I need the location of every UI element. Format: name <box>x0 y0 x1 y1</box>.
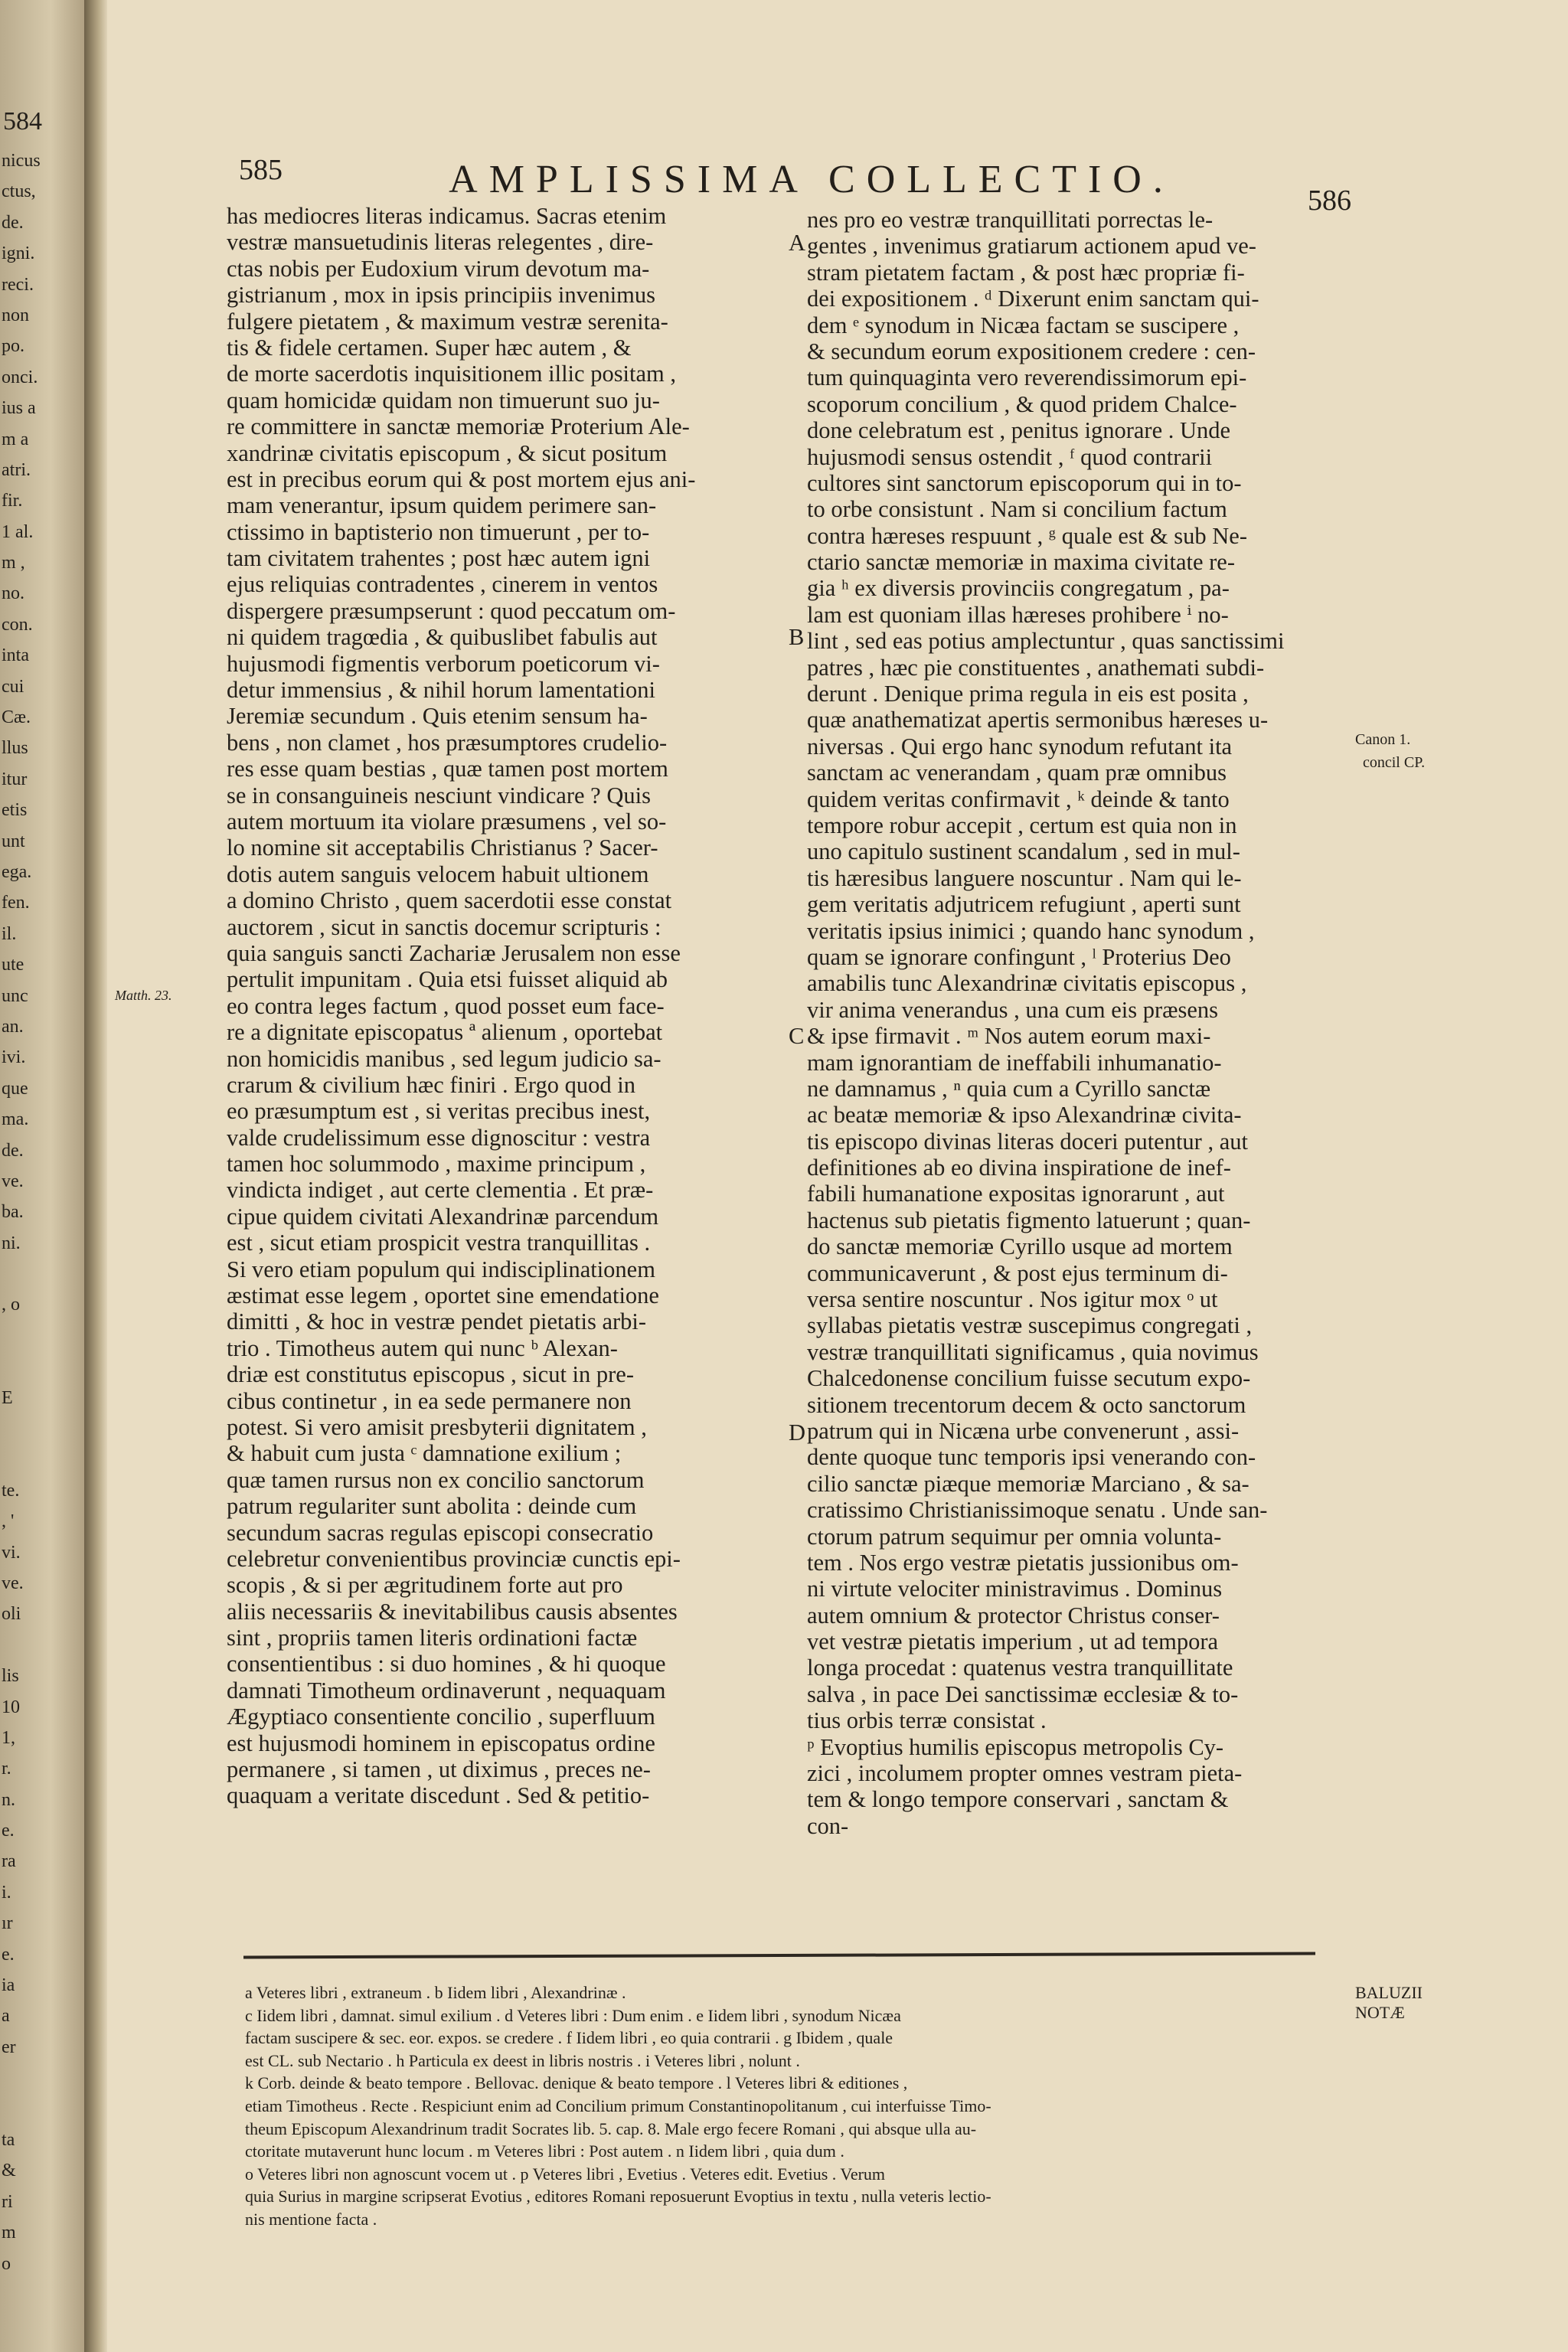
previous-page-fragment-line: no. <box>2 583 24 604</box>
previous-page-fragment-line: ve. <box>2 1171 24 1191</box>
text-line: re committere in sanctæ memoriæ Proterium Ale- <box>227 413 690 440</box>
margin-note-council: concil CP. <box>1363 754 1426 771</box>
text-line: tamen hoc solummodo , maxime principum , <box>227 1151 646 1178</box>
text-line: veritatis ipsius inimici ; quando hanc synodum , <box>807 917 1255 944</box>
previous-page-fragment-line: nicus <box>2 151 41 171</box>
notes-heading-line-1: BALUZII <box>1355 1983 1423 2002</box>
previous-page-fragment-line: vi. <box>2 1542 21 1563</box>
column-letter-c: C <box>789 1023 805 1049</box>
column-number-right: 586 <box>1308 185 1351 217</box>
text-line: do sanctæ memoriæ Cyrillo usque ad mortem <box>807 1233 1233 1260</box>
text-line: tius orbis terræ consistat . <box>807 1707 1047 1734</box>
previous-page-fragment-line: ius a <box>2 398 36 419</box>
footnote-line: c Iidem libri , damnat. simul exilium . d Veteres libri : Dum enim . e Iidem libri , synodum Nicæa <box>245 2005 901 2025</box>
text-line: scoporum concilium , & quod pridem Chalce- <box>807 390 1237 417</box>
column-letter-d: D <box>789 1419 806 1446</box>
text-line: dotis autem sanguis velocem habuit ultionem <box>227 861 649 887</box>
text-line: autem mortuum ita violare præsumens , vel so- <box>227 808 667 835</box>
footnote-divider <box>243 1952 1315 1959</box>
text-line: dispergere præsumpserunt : quod peccatum om- <box>227 597 676 624</box>
text-line: uno capitulo sustinent scandalum , sed in mul- <box>807 838 1240 865</box>
text-line: æstimat esse legem , oportet sine emendatione <box>227 1282 659 1309</box>
previous-page-fragment-line: unt <box>2 831 25 851</box>
text-line: sitionem trecentorum decem & octo sanctorum <box>807 1391 1246 1418</box>
text-line: ctario sanctæ memoriæ in maxima civitate re- <box>807 549 1235 576</box>
previous-page-fragment-line: a <box>2 2006 10 2027</box>
text-line: communicaverunt , & post ejus terminum di- <box>807 1259 1228 1286</box>
previous-page-fragment-line: etis <box>2 800 28 821</box>
text-line: versa sentire noscuntur . Nos igitur mox ᵒ ut <box>807 1286 1218 1313</box>
previous-page-fragment-line: ctus, <box>2 181 36 202</box>
text-line: tis episcopo divinas literas doceri putentur , aut <box>807 1128 1248 1155</box>
text-line: Chalcedonense concilium fuisse secutum expo- <box>807 1365 1251 1392</box>
text-line: ᵖ Evoptius humilis episcopus metropolis Cy- <box>807 1733 1224 1760</box>
text-line: quia sanguis sancti Zachariæ Jerusalem non esse <box>227 939 681 966</box>
previous-page-fragment-line: Cæ. <box>2 707 31 728</box>
text-line: tis hæresibus languere noscuntur . Nam qui le- <box>807 864 1242 891</box>
footnote-line: nis mentione facta . <box>245 2209 377 2229</box>
previous-page-fragment-line <box>2 1351 41 1382</box>
previous-page-fragment-line <box>2 2094 41 2125</box>
previous-page-fragment-line: , o <box>2 1295 20 1315</box>
previous-page-fragment-line: i. <box>2 1882 11 1903</box>
text-line: gia ʰ ex diversis provinciis congregatum , pa- <box>807 575 1230 602</box>
text-line: patres , hæc pie constituentes , anathemati subdi- <box>807 654 1265 681</box>
text-line: done celebratum est , penitus ignorare . Unde <box>807 417 1231 444</box>
footnote-line: k Corb. deinde & beato tempore . Bellovac. denique & beato tempore . l Veteres libri & editiones , <box>245 2073 908 2093</box>
previous-page-fragment-line: lis <box>2 1666 19 1687</box>
text-line: se in consanguineis nesciunt vindicare ? Quis <box>227 782 651 808</box>
previous-page-fragment-line: con. <box>2 614 33 635</box>
previous-page-fragment-line: o <box>2 2253 11 2274</box>
previous-page-fragment-line: r. <box>2 1759 11 1779</box>
text-line: lint , sed eas potius amplectuntur , quas sanctissimi <box>807 628 1285 655</box>
footnote-line: ctoritate mutaverunt hunc locum . m Veteres libri : Post autem . n Iidem libri , quia dum . <box>245 2141 844 2161</box>
text-line: valde crudelissimum esse dignoscitur : vestra <box>227 1124 651 1151</box>
footnote-line: factam suscipere & sec. eor. expos. se credere . f Iidem libri , eo quia contrarii . g Ibidem , quale <box>245 2028 893 2048</box>
text-line: detur immensius , & nihil horum lamentationi <box>227 677 655 704</box>
footnote-line: quia Surius in margine scripserat Evotius , editores Romani reposuerunt Evoptius in textu , nulla veteris lectio- <box>245 2187 991 2207</box>
previous-page-fragment-line: de. <box>2 1140 24 1161</box>
text-line: ne damnamus , ⁿ quia cum a Cyrillo sanctæ <box>807 1075 1211 1102</box>
previous-page-fragment-line: ve. <box>2 1573 24 1593</box>
text-line: patrum regulariter sunt abolita : deinde cum <box>227 1493 637 1520</box>
text-line: con- <box>807 1812 849 1839</box>
notes-heading-line-2: NOTÆ <box>1355 2003 1405 2022</box>
text-line: de morte sacerdotis inquisitionem illic positam , <box>227 361 677 387</box>
footnote-line: o Veteres libri non agnoscunt vocem ut . p Veteres libri , Evetius . Veteres edit. Evetius . Verum <box>245 2164 886 2184</box>
text-line: cibus continetur , in ea sede permanere non <box>227 1387 632 1414</box>
text-line: tis & fidele certamen. Super hæc autem , & <box>227 334 632 361</box>
text-line: potest. Si vero amisit presbyterii dignitatem , <box>227 1413 647 1440</box>
column-letter-b: B <box>789 624 805 650</box>
previous-page-fragment-line: inta <box>2 645 29 666</box>
text-line: sint , propriis tamen literis ordinationi factæ <box>227 1625 638 1651</box>
previous-page-fragment-line: ta <box>2 2130 15 2150</box>
text-line: non homicidis manibus , sed legum judicio sa- <box>227 1045 662 1072</box>
text-line: patrum qui in Nicæna urbe convenerunt , assi- <box>807 1417 1240 1444</box>
previous-page-fragment-line: & <box>2 2161 16 2181</box>
text-line: tum quinquaginta vero reverendissimorum epi- <box>807 364 1247 391</box>
previous-page-line-fragments <box>2 145 41 2279</box>
previous-page-fragment-line: ni. <box>2 1233 21 1253</box>
previous-page-fragment-line: E <box>2 1387 13 1408</box>
previous-page-fragment-line <box>2 2063 41 2093</box>
text-line: tem . Nos ergo vestræ pietatis jussionibus om- <box>807 1549 1239 1576</box>
previous-page-fragment-line: ri <box>2 2191 13 2212</box>
text-line: a domino Christo , quem sacerdotii esse constat <box>227 887 672 914</box>
footnote-line: theum Episcopum Alexandrinum tradit Socrates lib. 5. cap. 8. Male ergo fecere Romani , qui absque ulla au- <box>245 2118 977 2138</box>
left-text-column <box>227 203 890 1809</box>
text-line: gem veritatis adjutricem refugiunt , aperti sunt <box>807 891 1241 918</box>
previous-page-fragment-line: ia <box>2 1975 15 1996</box>
previous-page-fragment-line <box>2 1630 41 1661</box>
text-line: xandrinæ civitatis episcopum , & sicut positum <box>227 439 668 466</box>
text-line: vir anima venerandus , una cum eis præsens <box>807 996 1218 1023</box>
text-line: dem ᵉ synodum in Nicæa factam se suscipere , <box>807 312 1240 338</box>
text-line: quam se ignorare confingunt , ˡ Proterius Deo <box>807 943 1231 970</box>
text-line: consentientibus : si duo homines , & hi quoque <box>227 1651 666 1677</box>
text-line: Ægyptiaco consentiente concilio , superfluum <box>227 1704 655 1730</box>
previous-page-fragment-line: n. <box>2 1789 15 1810</box>
text-line: mam ignorantiam de ineffabili inhumanatio- <box>807 1049 1222 1076</box>
text-line: dente quoque tunc temporis ipsi venerando con- <box>807 1444 1256 1471</box>
previous-page-fragment-line: fir. <box>2 491 23 511</box>
text-line: zici , incolumem propter omnes vestram pieta- <box>807 1760 1243 1787</box>
previous-page-fragment-line: non <box>2 305 29 325</box>
text-line: damnati Timotheum ordinaverunt , nequaquam <box>227 1677 666 1704</box>
previous-page-number: 584 <box>3 107 42 136</box>
text-line: vet vestræ pietatis imperium , ut ad tempora <box>807 1628 1219 1655</box>
previous-page-fragment-line: 10 <box>2 1697 20 1717</box>
previous-page-fragment-line: ma. <box>2 1109 29 1130</box>
previous-page-fragment-line: 1, <box>2 1727 15 1748</box>
text-line: ctissimo in baptisterio non timuerunt , per to- <box>227 518 650 545</box>
previous-page-fragment-line: atri. <box>2 459 31 480</box>
text-line: ni virtute velociter ministravimus . Dominus <box>807 1576 1223 1602</box>
previous-page-fragment-line: , ' <box>2 1511 15 1532</box>
footnote-line: est CL. sub Nectario . h Particula ex deest in libris nostris . i Veteres libri , nolunt . <box>245 2050 800 2070</box>
previous-page-fragment-line: igni. <box>2 243 35 264</box>
previous-page-fragment-line: m , <box>2 553 25 573</box>
footnote-line: etiam Timotheus . Recte . Respiciunt enim ad Concilium primum Constantinopolitanum , cui interfuisse Timo- <box>245 2096 991 2115</box>
text-line: tem & longo tempore conservari , sanctam & <box>807 1786 1229 1813</box>
text-line: vindicta indiget , aut certe clementia . Et præ- <box>227 1177 654 1204</box>
previous-page-fragment-line <box>2 1259 41 1289</box>
text-line: bens , non clamet , hos præsumptores crudelio- <box>227 729 668 756</box>
margin-note-canon: Canon 1. <box>1355 731 1411 748</box>
text-line: derunt . Denique prima regula in eis est posita , <box>807 681 1249 707</box>
text-line: auctorem , sicut in sanctis docemur scripturis : <box>227 913 662 940</box>
previous-page-fragment-line: m a <box>2 429 29 449</box>
text-line: quam homicidæ quidam non timuerunt suo ju- <box>227 387 660 413</box>
previous-page-fragment-line: reci. <box>2 274 34 295</box>
text-line: vestræ tranquillitati significamus , quia novimus <box>807 1338 1259 1365</box>
right-text-column <box>807 207 1470 1839</box>
previous-page-fragment-line: fen. <box>2 893 30 913</box>
previous-page-fragment-line: ute <box>2 955 24 975</box>
text-line: eo contra leges factum , quod posset eum face- <box>227 992 665 1019</box>
text-line: res esse quam bestias , quæ tamen post mortem <box>227 756 668 782</box>
text-line: & secundum eorum expositionem credere : cen- <box>807 338 1256 364</box>
text-line: cipue quidem civitati Alexandrinæ parcendum <box>227 1203 659 1230</box>
previous-page-fragment-line: llus <box>2 738 28 759</box>
previous-page-fragment-line: ba. <box>2 1202 24 1223</box>
footnotes <box>245 1981 1317 2231</box>
previous-page-fragment-line: ivi. <box>2 1047 26 1068</box>
text-line: fulgere pietatem , & maximum vestræ serenita- <box>227 308 668 335</box>
text-line: syllabas pietatis vestræ suscepimus congregati , <box>807 1312 1253 1339</box>
page-title: AMPLISSIMA COLLECTIO. <box>449 158 1174 201</box>
text-line: lo nomine sit acceptabilis Christianus ? Sacer- <box>227 835 658 861</box>
text-line: cilio sanctæ piæque memoriæ Marciano , & sa- <box>807 1470 1250 1497</box>
previous-page-fragment-line: e. <box>2 1944 15 1965</box>
notes-heading <box>1355 1983 1423 2023</box>
text-line: pertulit impunitam . Quia etsi fuisset aliquid ab <box>227 966 668 993</box>
previous-page-fragment <box>0 107 46 2274</box>
text-line: quaquam a veritate discedunt . Sed & petitio- <box>227 1782 650 1809</box>
text-line: dimitti , & hoc in vestræ pendet pietatis arbi- <box>227 1308 647 1335</box>
text-line: ctas nobis per Eudoxium virum devotum ma- <box>227 255 650 282</box>
previous-page-fragment-line: unc <box>2 985 28 1006</box>
text-line: scopis , & si per ægritudinem forte aut pro <box>227 1572 623 1599</box>
footnote-line: a Veteres libri , extraneum . b Iidem libri , Alexandrinæ . <box>245 1983 626 2002</box>
text-line: cultores sint sanctorum episcoporum qui in to- <box>807 469 1242 496</box>
previous-page-fragment-line: cui <box>2 676 24 697</box>
previous-page-fragment-line: e. <box>2 1821 15 1841</box>
text-line: amabilis tunc Alexandrinæ civitatis episcopus , <box>807 970 1247 997</box>
previous-page-fragment-line: m <box>2 2223 16 2243</box>
text-line: hujusmodi figmentis verborum poeticorum vi- <box>227 650 660 677</box>
text-line: eo præsumptum est , si veritas precibus inest, <box>227 1098 651 1125</box>
text-line: ejus reliquias contradentes , cinerem in ventos <box>227 571 658 598</box>
previous-page-fragment-line: te. <box>2 1480 20 1501</box>
previous-page-fragment-line: po. <box>2 336 24 357</box>
text-line: crarum & civilium hæc finiri . Ergo quod in <box>227 1071 635 1098</box>
column-letter-a: A <box>789 230 806 256</box>
text-line: sanctam ac venerandam , quam præ omnibus <box>807 760 1227 786</box>
text-line: quidem veritas confirmavit , ᵏ deinde & tanto <box>807 786 1230 812</box>
text-line: tempore robur accepit , certum est quia non in <box>807 812 1237 838</box>
previous-page-fragment-line <box>2 1444 41 1475</box>
text-line: salva , in pace Dei sanctissimæ ecclesiæ & to- <box>807 1681 1239 1707</box>
text-line: Si vero etiam populum qui indisciplinationem <box>227 1256 655 1282</box>
text-line: hujusmodi sensus ostendit , ᶠ quod contrarii <box>807 443 1213 470</box>
previous-page-fragment-line: que <box>2 1078 28 1099</box>
text-line: fabili humanatione expositas ignorarunt , aut <box>807 1181 1225 1207</box>
text-line: hactenus sub pietatis figmento latuerunt ; quan- <box>807 1207 1251 1233</box>
text-line: has mediocres literas indicamus. Sacras etenim <box>227 203 667 229</box>
text-line: driæ est constitutus episcopus , sicut in pre- <box>227 1361 634 1388</box>
margin-note-matthew: Matth. 23. <box>115 988 172 1003</box>
previous-page-fragment-line: itur <box>2 769 28 789</box>
previous-page-fragment-line: de. <box>2 212 24 233</box>
text-line: niversas . Qui ergo hanc synodum refutant ita <box>807 733 1233 760</box>
text-line: trio . Timotheus autem qui nunc ᵇ Alexan- <box>227 1334 618 1361</box>
previous-page-fragment-line <box>2 1413 41 1444</box>
text-line: longa procedat : quatenus vestra tranquillitate <box>807 1655 1233 1681</box>
text-line: & ipse firmavit . ᵐ Nos autem eorum maxi- <box>807 1023 1211 1050</box>
text-line: est , sicut etiam prospicit vestra tranquillitas . <box>227 1230 651 1256</box>
text-line: gentes , invenimus gratiarum actionem apud ve- <box>807 233 1256 260</box>
text-line: gistrianum , mox in ipsis principiis invenimus <box>227 282 656 309</box>
text-line: ctorum patrum sequimur per omnia volunta- <box>807 1523 1222 1550</box>
text-line: Jeremiæ secundum . Quis etenim sensum ha- <box>227 703 648 730</box>
text-line: tam civitatem trahentes ; post hæc autem igni <box>227 545 651 572</box>
text-line: mam venerantur, ipsum quidem perimere san- <box>227 492 657 519</box>
previous-page-fragment-line: onci. <box>2 367 38 387</box>
text-line: contra hæreses respuunt , ᵍ quale est & sub Ne- <box>807 522 1247 549</box>
text-line: vestræ mansuetudinis literas relegentes , dire- <box>227 229 654 256</box>
text-line: dei expositionem . ᵈ Dixerunt enim sanctam qui- <box>807 286 1259 312</box>
text-line: stram pietatem factam , & post hæc propriæ fi- <box>807 259 1245 286</box>
text-line: aliis necessariis & inevitabilibus causis absentes <box>227 1598 678 1625</box>
book-gutter <box>84 0 107 2352</box>
previous-page-fragment-line: ega. <box>2 861 32 882</box>
previous-page-fragment-line: oli <box>2 1604 21 1625</box>
text-line: definitiones ab eo divina inspiratione de inef- <box>807 1155 1231 1181</box>
previous-page-fragment-line: ra <box>2 1851 16 1872</box>
text-line: quæ anathematizat apertis sermonibus hæreses u- <box>807 707 1269 733</box>
text-line: permanere , si tamen , ut diximus , preces ne- <box>227 1756 651 1783</box>
text-line: cratissimo Christianissimoque senatu . Unde san- <box>807 1497 1268 1524</box>
previous-page-fragment-line: an. <box>2 1016 24 1037</box>
text-line: to orbe consistunt . Nam si concilium factum <box>807 496 1227 523</box>
text-line: lam est quoniam illas hæreses prohibere ⁱ no- <box>807 601 1229 628</box>
column-number-left: 585 <box>239 154 283 186</box>
text-line: celebretur convenientibus provinciæ cunctis epi- <box>227 1545 681 1572</box>
previous-page-fragment-line: il. <box>2 923 17 944</box>
previous-page-fragment-line <box>2 1321 41 1351</box>
previous-page-fragment-line: ır <box>2 1913 13 1934</box>
text-line: nes pro eo vestræ tranquillitati porrectas le- <box>807 207 1214 233</box>
previous-page-fragment-line: er <box>2 2037 16 2057</box>
text-line: secundum sacras regulas episcopi consecratio <box>227 1519 654 1546</box>
text-line: autem omnium & protector Christus conser- <box>807 1602 1220 1628</box>
text-line: quæ tamen rursus non ex concilio sanctorum <box>227 1466 645 1493</box>
text-line: & habuit cum justa ᶜ damnatione exilium ; <box>227 1440 622 1467</box>
text-line: ni quidem tragœdia , & quibuslibet fabulis aut <box>227 624 658 651</box>
previous-page-fragment-line: 1 al. <box>2 521 34 542</box>
text-line: est in precibus eorum qui & post mortem ejus ani- <box>227 466 696 492</box>
text-line: ac beatæ memoriæ & ipso Alexandrinæ civita- <box>807 1102 1242 1129</box>
text-line: est hujusmodi hominem in episcopatus ordine <box>227 1730 655 1756</box>
text-line: re a dignitate episcopatus ª alienum , oportebat <box>227 1019 663 1046</box>
